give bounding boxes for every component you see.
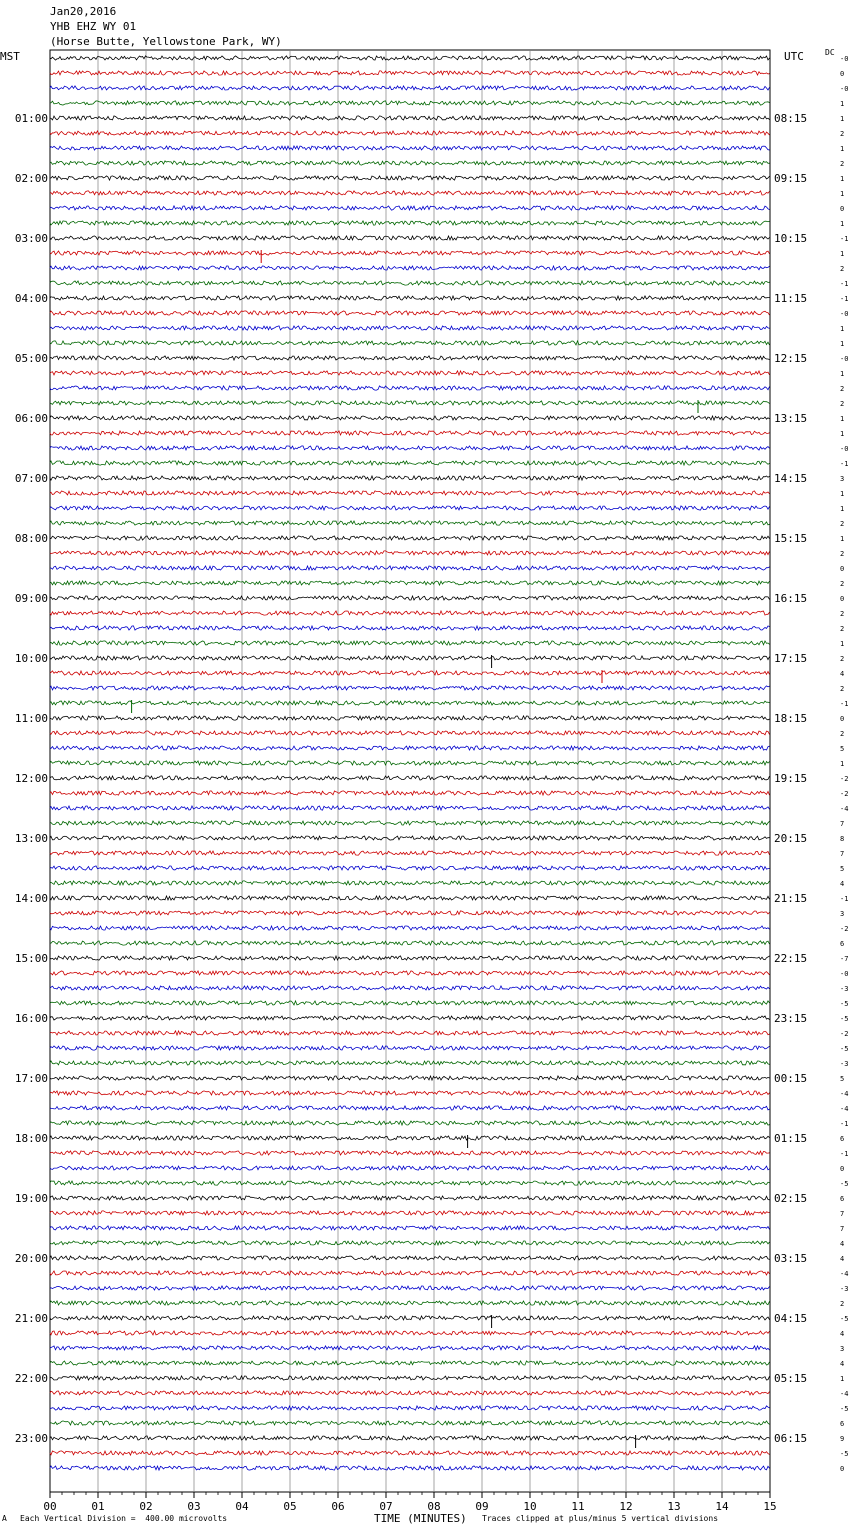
seismic-trace <box>50 56 770 60</box>
dc-offset-label: 2 <box>840 130 845 138</box>
dc-offset-label: 2 <box>840 580 845 588</box>
mst-hour-label: 04:00 <box>14 292 48 305</box>
seismic-trace <box>50 731 770 735</box>
dc-offset-label: 2 <box>840 550 845 558</box>
mst-hour-label: 17:00 <box>14 1072 48 1085</box>
seismic-trace <box>50 281 770 285</box>
utc-hour-label: 10:15 <box>774 232 808 245</box>
clip-note: Traces clipped at plus/minus 5 vertical divisions <box>482 1514 719 1523</box>
seismic-trace <box>50 641 770 645</box>
seismic-trace <box>50 1286 770 1290</box>
x-tick-label: 11 <box>571 1500 585 1513</box>
x-tick-label: 06 <box>331 1500 345 1513</box>
seismic-trace <box>50 116 770 120</box>
dc-offset-label: -5 <box>840 1000 849 1008</box>
dc-offset-label: -2 <box>840 790 849 798</box>
dc-offset-label: -1 <box>840 895 849 903</box>
seismic-trace <box>50 1466 770 1470</box>
dc-offset-label: 0 <box>840 1165 845 1173</box>
dc-offset-label: 0 <box>840 565 845 573</box>
dc-offset-label: -5 <box>840 1315 849 1323</box>
dc-offset-label: 2 <box>840 685 845 693</box>
mst-hour-label: 02:00 <box>14 172 48 185</box>
seismic-trace <box>50 1406 770 1410</box>
seismic-trace <box>50 611 770 615</box>
seismic-trace <box>50 596 770 600</box>
seismic-trace <box>50 971 770 975</box>
mst-hour-label: 21:00 <box>14 1312 48 1325</box>
dc-offset-label: -3 <box>840 985 849 993</box>
utc-hour-label: 05:15 <box>774 1372 808 1385</box>
utc-hour-label: 14:15 <box>774 472 808 485</box>
left-timezone-label: MST <box>0 50 20 63</box>
dc-offset-label: 3 <box>840 475 845 483</box>
seismic-trace <box>50 296 770 300</box>
seismic-trace <box>50 1181 770 1185</box>
seismic-trace <box>50 1166 770 1170</box>
dc-offset-label: 7 <box>840 820 845 828</box>
dc-offset-label: -5 <box>840 1045 849 1053</box>
seismic-trace <box>50 71 770 75</box>
x-tick-label: 04 <box>235 1500 249 1513</box>
x-tick-label: 00 <box>43 1500 57 1513</box>
utc-hour-label: 18:15 <box>774 712 808 725</box>
seismic-trace <box>50 1106 770 1110</box>
dc-offset-label: 6 <box>840 1195 845 1203</box>
seismic-trace <box>50 671 770 675</box>
dc-offset-label: -1 <box>840 700 849 708</box>
dc-offset-label: 0 <box>840 70 845 78</box>
dc-offset-label: -2 <box>840 775 849 783</box>
mst-hour-label: 08:00 <box>14 532 48 545</box>
x-tick-label: 01 <box>91 1500 105 1513</box>
seismic-trace <box>50 386 770 390</box>
mst-hour-label: 16:00 <box>14 1012 48 1025</box>
seismic-trace <box>50 806 770 810</box>
seismic-trace <box>50 401 770 405</box>
dc-offset-label: 2 <box>840 655 845 663</box>
x-tick-label: 15 <box>763 1500 777 1513</box>
seismic-trace <box>50 1016 770 1020</box>
dc-offset-label: 6 <box>840 1135 845 1143</box>
seismic-trace <box>50 1136 770 1140</box>
dc-offset-label: 2 <box>840 1300 845 1308</box>
seismic-trace <box>50 911 770 915</box>
mst-hour-label: 20:00 <box>14 1252 48 1265</box>
utc-hour-label: 13:15 <box>774 412 808 425</box>
right-timezone-label: UTC <box>784 50 804 63</box>
seismic-trace <box>50 506 770 510</box>
x-tick-label: 12 <box>619 1500 633 1513</box>
mst-hour-label: 03:00 <box>14 232 48 245</box>
utc-hour-label: 09:15 <box>774 172 808 185</box>
seismic-trace <box>50 1271 770 1275</box>
dc-offset-label: 1 <box>840 1375 845 1383</box>
dc-offset-label: 6 <box>840 940 845 948</box>
seismic-trace <box>50 341 770 345</box>
seismic-trace <box>50 236 770 240</box>
dc-offset-label: -1 <box>840 295 849 303</box>
dc-offset-label: -0 <box>840 445 849 453</box>
seismic-trace <box>50 986 770 990</box>
seismic-trace <box>50 161 770 165</box>
seismic-trace <box>50 1196 770 1200</box>
utc-hour-label: 01:15 <box>774 1132 808 1145</box>
seismic-trace <box>50 206 770 210</box>
dc-offset-label: 1 <box>840 325 845 333</box>
mst-hour-label: 22:00 <box>14 1372 48 1385</box>
seismic-trace <box>50 626 770 630</box>
mst-hour-label: 05:00 <box>14 352 48 365</box>
mst-hour-label: 18:00 <box>14 1132 48 1145</box>
seismic-trace <box>50 551 770 555</box>
seismic-trace <box>50 1241 770 1245</box>
seismic-trace <box>50 1226 770 1230</box>
utc-hour-label: 22:15 <box>774 952 808 965</box>
dc-offset-label: -1 <box>840 460 849 468</box>
dc-offset-label: 1 <box>840 100 845 108</box>
x-tick-label: 13 <box>667 1500 681 1513</box>
utc-hour-label: 20:15 <box>774 832 808 845</box>
dc-offset-label: 7 <box>840 1210 845 1218</box>
dc-offset-label: 4 <box>840 670 845 678</box>
dc-offset-label: 2 <box>840 520 845 528</box>
seismic-trace <box>50 1391 770 1395</box>
seismic-trace <box>50 1001 770 1005</box>
utc-hour-label: 17:15 <box>774 652 808 665</box>
seismic-trace <box>50 371 770 375</box>
x-tick-label: 05 <box>283 1500 297 1513</box>
seismic-trace <box>50 836 770 840</box>
seismic-trace <box>50 101 770 105</box>
utc-hour-label: 00:15 <box>774 1072 808 1085</box>
dc-offset-label: 4 <box>840 1255 845 1263</box>
utc-hour-label: 06:15 <box>774 1432 808 1445</box>
seismic-trace <box>50 1436 770 1440</box>
dc-offset-label: 1 <box>840 535 845 543</box>
utc-hour-label: 15:15 <box>774 532 808 545</box>
seismic-trace <box>50 581 770 585</box>
utc-hour-label: 08:15 <box>774 112 808 125</box>
x-tick-label: 10 <box>523 1500 537 1513</box>
mst-hour-label: 13:00 <box>14 832 48 845</box>
dc-offset-label: 5 <box>840 1075 845 1083</box>
dc-offset-label: 3 <box>840 910 845 918</box>
seismic-trace <box>50 176 770 180</box>
dc-offset-label: 7 <box>840 850 845 858</box>
dc-offset-label: -3 <box>840 1060 849 1068</box>
dc-offset-label: -4 <box>840 805 849 813</box>
seismic-trace <box>50 1031 770 1035</box>
seismic-trace <box>50 881 770 885</box>
dc-offset-label: 5 <box>840 745 845 753</box>
utc-hour-label: 11:15 <box>774 292 808 305</box>
dc-offset-label: 1 <box>840 190 845 198</box>
seismic-trace <box>50 1211 770 1215</box>
utc-hour-label: 02:15 <box>774 1192 808 1205</box>
dc-offset-label: -5 <box>840 1015 849 1023</box>
mst-hour-label: 07:00 <box>14 472 48 485</box>
seismic-trace <box>50 1346 770 1350</box>
dc-offset-label: 4 <box>840 1330 845 1338</box>
dc-offset-label: 1 <box>840 175 845 183</box>
seismic-trace <box>50 941 770 945</box>
seismic-trace <box>50 1061 770 1065</box>
utc-hour-label: 23:15 <box>774 1012 808 1025</box>
seismic-trace <box>50 1076 770 1080</box>
dc-offset-label: -4 <box>840 1390 849 1398</box>
seismic-trace <box>50 1316 770 1320</box>
dc-offset-label: -1 <box>840 1150 849 1158</box>
seismic-trace <box>50 431 770 435</box>
dc-offset-label: -0 <box>840 970 849 978</box>
dc-offset-label: -3 <box>840 1285 849 1293</box>
mst-hour-label: 01:00 <box>14 112 48 125</box>
seismic-trace <box>50 821 770 825</box>
seismic-trace <box>50 251 770 255</box>
dc-offset-label: -4 <box>840 1270 849 1278</box>
location-label: (Horse Butte, Yellowstone Park, WY) <box>50 35 282 48</box>
seismic-trace <box>50 1451 770 1455</box>
seismic-trace <box>50 761 770 765</box>
dc-offset-label: 1 <box>840 115 845 123</box>
dc-offset-label: 2 <box>840 160 845 168</box>
dc-offset-label: -5 <box>840 1405 849 1413</box>
mst-hour-label: 15:00 <box>14 952 48 965</box>
seismic-trace <box>50 926 770 930</box>
seismic-trace <box>50 686 770 690</box>
utc-hour-label: 04:15 <box>774 1312 808 1325</box>
dc-offset-label: 1 <box>840 370 845 378</box>
seismic-trace <box>50 1151 770 1155</box>
seismic-trace <box>50 521 770 525</box>
mst-hour-label: 14:00 <box>14 892 48 905</box>
corner-mark: A <box>2 1514 7 1523</box>
dc-offset-label: -0 <box>840 310 849 318</box>
dc-offset-label: -2 <box>840 1030 849 1038</box>
dc-offset-label: 3 <box>840 1345 845 1353</box>
dc-offset-label: 4 <box>840 1240 845 1248</box>
dc-offset-label: -0 <box>840 55 849 63</box>
dc-offset-label: 2 <box>840 610 845 618</box>
utc-hour-label: 03:15 <box>774 1252 808 1265</box>
mst-hour-label: 19:00 <box>14 1192 48 1205</box>
seismic-trace <box>50 146 770 150</box>
dc-offset-label: 2 <box>840 730 845 738</box>
seismic-trace <box>50 1046 770 1050</box>
x-tick-label: 09 <box>475 1500 489 1513</box>
seismic-trace <box>50 1301 770 1305</box>
dc-offset-label: 7 <box>840 1225 845 1233</box>
x-tick-label: 08 <box>427 1500 441 1513</box>
seismic-trace <box>50 266 770 270</box>
dc-offset-label: 1 <box>840 145 845 153</box>
seismic-trace <box>50 416 770 420</box>
mst-hour-label: 11:00 <box>14 712 48 725</box>
dc-offset-label: 5 <box>840 865 845 873</box>
x-tick-label: 07 <box>379 1500 393 1513</box>
dc-offset-label: 0 <box>840 595 845 603</box>
dc-offset-label: 2 <box>840 625 845 633</box>
dc-offset-label: 4 <box>840 880 845 888</box>
mst-hour-label: 06:00 <box>14 412 48 425</box>
scale-note: Each Vertical Division = 400.00 microvolts <box>20 1514 228 1523</box>
seismic-trace <box>50 566 770 570</box>
dc-offset-label: 1 <box>840 760 845 768</box>
x-tick-label: 14 <box>715 1500 729 1513</box>
dc-offset-label: -0 <box>840 355 849 363</box>
dc-offset-label: -1 <box>840 235 849 243</box>
dc-offset-label: 1 <box>840 505 845 513</box>
seismic-trace <box>50 1091 770 1095</box>
dc-offset-label: 2 <box>840 265 845 273</box>
dc-offset-label: -5 <box>840 1180 849 1188</box>
seismic-trace <box>50 1331 770 1335</box>
dc-offset-label: 8 <box>840 835 845 843</box>
dc-offset-label: 1 <box>840 430 845 438</box>
x-axis-title: TIME (MINUTES) <box>374 1512 467 1525</box>
mst-hour-label: 23:00 <box>14 1432 48 1445</box>
seismic-trace <box>50 746 770 750</box>
seismic-trace <box>50 896 770 900</box>
dc-offset-label: 1 <box>840 415 845 423</box>
dc-offset-label: 1 <box>840 340 845 348</box>
utc-hour-label: 16:15 <box>774 592 808 605</box>
seismic-trace <box>50 656 770 660</box>
dc-label: DC <box>825 48 835 57</box>
utc-hour-label: 21:15 <box>774 892 808 905</box>
dc-offset-label: 9 <box>840 1435 845 1443</box>
seismic-trace <box>50 1361 770 1365</box>
seismic-trace <box>50 446 770 450</box>
dc-offset-label: -5 <box>840 1450 849 1458</box>
seismic-trace <box>50 716 770 720</box>
mst-hour-label: 12:00 <box>14 772 48 785</box>
seismic-trace <box>50 326 770 330</box>
dc-offset-label: -1 <box>840 1120 849 1128</box>
dc-offset-label: 0 <box>840 1465 845 1473</box>
seismic-trace <box>50 356 770 360</box>
dc-offset-label: 1 <box>840 640 845 648</box>
x-tick-label: 03 <box>187 1500 201 1513</box>
dc-offset-label: -4 <box>840 1090 849 1098</box>
dc-offset-label: -2 <box>840 925 849 933</box>
date-label: Jan20,2016 <box>50 5 117 18</box>
dc-offset-label: 2 <box>840 385 845 393</box>
seismic-trace <box>50 1121 770 1125</box>
dc-offset-label: 1 <box>840 220 845 228</box>
dc-offset-label: 6 <box>840 1420 845 1428</box>
seismic-trace <box>50 851 770 855</box>
seismic-trace <box>50 191 770 195</box>
seismic-trace <box>50 86 770 90</box>
seismic-trace <box>50 701 770 705</box>
dc-offset-label: 1 <box>840 490 845 498</box>
seismic-trace <box>50 461 770 465</box>
mst-hour-label: 10:00 <box>14 652 48 665</box>
seismic-trace <box>50 491 770 495</box>
utc-hour-label: 12:15 <box>774 352 808 365</box>
dc-offset-label: -1 <box>840 280 849 288</box>
x-tick-label: 02 <box>139 1500 153 1513</box>
seismic-trace <box>50 956 770 960</box>
seismic-trace <box>50 776 770 780</box>
dc-offset-label: 0 <box>840 205 845 213</box>
seismic-trace <box>50 1376 770 1380</box>
seismic-trace <box>50 131 770 135</box>
dc-offset-label: -0 <box>840 85 849 93</box>
dc-offset-label: -7 <box>840 955 849 963</box>
seismic-trace <box>50 791 770 795</box>
seismic-trace <box>50 311 770 315</box>
mst-hour-label: 09:00 <box>14 592 48 605</box>
dc-offset-label: 2 <box>840 400 845 408</box>
seismic-trace <box>50 1421 770 1425</box>
seismic-trace <box>50 536 770 540</box>
seismic-trace <box>50 476 770 480</box>
utc-hour-label: 19:15 <box>774 772 808 785</box>
seismic-trace <box>50 1256 770 1260</box>
seismic-trace <box>50 866 770 870</box>
dc-offset-label: -4 <box>840 1105 849 1113</box>
dc-offset-label: 1 <box>840 250 845 258</box>
dc-offset-label: 0 <box>840 715 845 723</box>
seismic-trace <box>50 221 770 225</box>
dc-offset-label: 4 <box>840 1360 845 1368</box>
station-label: YHB EHZ WY 01 <box>50 20 137 33</box>
